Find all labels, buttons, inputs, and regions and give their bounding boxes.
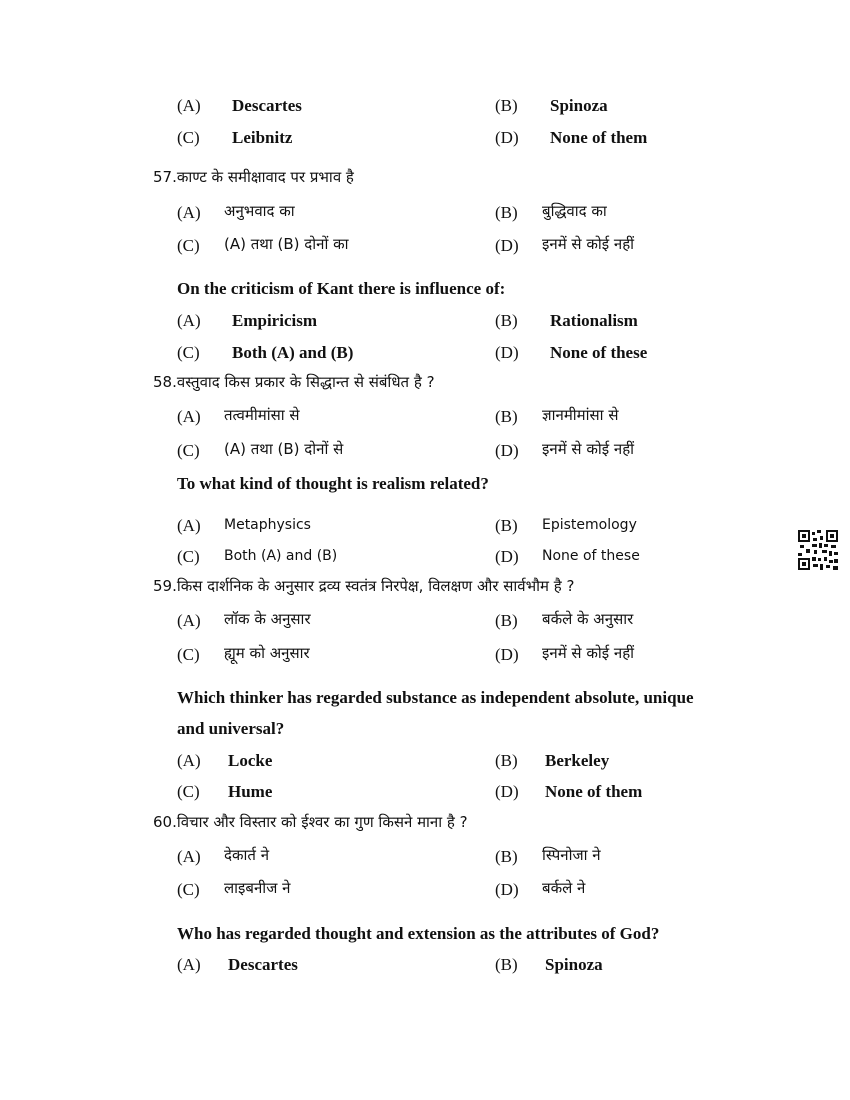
q57-hi-option-a-label: (A) bbox=[177, 203, 201, 222]
q60-hi-option-b-label: (B) bbox=[495, 847, 518, 866]
q57-hi-option-d-label: (D) bbox=[495, 236, 519, 255]
q57-hi-option-d-text: इनमें से कोई नहीं bbox=[542, 235, 635, 253]
q58-hi-option-c-label: (C) bbox=[177, 441, 200, 460]
q60-hi-option-b-text: स्पिनोजा ने bbox=[542, 846, 601, 864]
q58-hi-option-d-label: (D) bbox=[495, 441, 519, 460]
q59-english-question-line2: and universal? bbox=[177, 719, 285, 738]
q57-en-option-d-label: (D) bbox=[495, 343, 519, 362]
q58-hi-option-a-text: तत्वमीमांसा से bbox=[224, 406, 300, 424]
q58-en-option-d-label: (D) bbox=[495, 547, 519, 566]
q59-en-option-b-text: Berkeley bbox=[545, 751, 610, 770]
q57-en-option-c-label: (C) bbox=[177, 343, 200, 362]
q58-hindi-question: 58.वस्तुवाद किस प्रकार के सिद्धान्त से संबंधित है ? bbox=[153, 373, 435, 391]
q59-hi-option-b-text: बर्कले के अनुसार bbox=[542, 610, 634, 628]
q56-option-b-text: Spinoza bbox=[550, 96, 608, 115]
q58-en-option-b-text: Epistemology bbox=[542, 517, 637, 533]
q58-en-option-c-label: (C) bbox=[177, 547, 200, 566]
q57-hi-option-b-label: (B) bbox=[495, 203, 518, 222]
q60-hi-option-a-text: देकार्त ने bbox=[224, 846, 270, 864]
q59-hi-option-d-label: (D) bbox=[495, 645, 519, 664]
q56-option-d-label: (D) bbox=[495, 128, 519, 147]
q57-en-option-b-text: Rationalism bbox=[550, 311, 638, 330]
q59-en-option-d-label: (D) bbox=[495, 782, 519, 801]
q58-english-question: To what kind of thought is realism related? bbox=[177, 474, 489, 493]
q59-en-option-a-label: (A) bbox=[177, 751, 201, 770]
q59-en-option-a-text: Locke bbox=[228, 751, 273, 770]
q59-hindi-question: 59.किस दार्शनिक के अनुसार द्रव्य स्वतंत्र निरपेक्ष, विलक्षण और सार्वभौम है ? bbox=[153, 577, 575, 595]
qr-code-icon bbox=[798, 530, 838, 570]
q60-hindi-question: 60.विचार और विस्तार को ईश्वर का गुण किसने माना है ? bbox=[153, 813, 468, 831]
q59-hi-option-b-label: (B) bbox=[495, 611, 518, 630]
q57-hi-option-a-text: अनुभवाद का bbox=[224, 202, 295, 220]
q57-en-option-c-text: Both (A) and (B) bbox=[232, 343, 354, 362]
q59-hi-option-d-text: इनमें से कोई नहीं bbox=[542, 644, 635, 662]
q57-hi-option-c-label: (C) bbox=[177, 236, 200, 255]
q57-en-option-d-text: None of these bbox=[550, 343, 648, 362]
q58-en-option-d-text: None of these bbox=[542, 548, 640, 564]
q60-en-option-b-text: Spinoza bbox=[545, 955, 603, 974]
q59-hi-option-a-text: लॉक के अनुसार bbox=[224, 610, 311, 628]
q60-hi-option-d-text: बर्कले ने bbox=[542, 879, 586, 897]
q59-hi-option-c-label: (C) bbox=[177, 645, 200, 664]
q59-en-option-c-text: Hume bbox=[228, 782, 273, 801]
q56-option-c-text: Leibnitz bbox=[232, 128, 293, 147]
q59-en-option-c-label: (C) bbox=[177, 782, 200, 801]
q58-hi-option-c-text: (A) तथा (B) दोनों से bbox=[224, 440, 344, 458]
q56-option-a-label: (A) bbox=[177, 96, 201, 115]
q60-en-option-a-label: (A) bbox=[177, 955, 201, 974]
q60-hi-option-a-label: (A) bbox=[177, 847, 201, 866]
q59-english-question-line1: Which thinker has regarded substance as independent absolute, unique bbox=[177, 688, 694, 707]
q58-en-option-a-text: Metaphysics bbox=[224, 517, 311, 533]
q59-en-option-b-label: (B) bbox=[495, 751, 518, 770]
q58-hi-option-d-text: इनमें से कोई नहीं bbox=[542, 440, 635, 458]
q58-hi-option-a-label: (A) bbox=[177, 407, 201, 426]
q56-option-a-text: Descartes bbox=[232, 96, 302, 115]
q57-hi-option-c-text: (A) तथा (B) दोनों का bbox=[224, 235, 349, 253]
q58-en-option-b-label: (B) bbox=[495, 516, 518, 535]
q57-en-option-a-label: (A) bbox=[177, 311, 201, 330]
q57-en-option-b-label: (B) bbox=[495, 311, 518, 330]
q60-en-option-b-label: (B) bbox=[495, 955, 518, 974]
q56-option-b-label: (B) bbox=[495, 96, 518, 115]
q59-hi-option-c-text: ह्यूम को अनुसार bbox=[224, 644, 310, 662]
q58-en-option-a-label: (A) bbox=[177, 516, 201, 535]
q60-hi-option-d-label: (D) bbox=[495, 880, 519, 899]
q58-hi-option-b-text: ज्ञानमीमांसा से bbox=[542, 406, 619, 424]
q60-english-question: Who has regarded thought and extension as the attributes of God? bbox=[177, 924, 660, 943]
q59-hi-option-a-label: (A) bbox=[177, 611, 201, 630]
q58-hi-option-b-label: (B) bbox=[495, 407, 518, 426]
q59-en-option-d-text: None of them bbox=[545, 782, 643, 801]
q60-en-option-a-text: Descartes bbox=[228, 955, 298, 974]
q56-option-d-text: None of them bbox=[550, 128, 648, 147]
q56-option-c-label: (C) bbox=[177, 128, 200, 147]
q57-hi-option-b-text: बुद्धिवाद का bbox=[542, 202, 607, 220]
q57-en-option-a-text: Empiricism bbox=[232, 311, 317, 330]
q57-hindi-question: 57.काण्ट के समीक्षावाद पर प्रभाव है bbox=[153, 168, 354, 186]
q57-english-question: On the criticism of Kant there is influence of: bbox=[177, 279, 506, 298]
q58-en-option-c-text: Both (A) and (B) bbox=[224, 548, 338, 564]
q60-hi-option-c-label: (C) bbox=[177, 880, 200, 899]
q60-hi-option-c-text: लाइबनीज ने bbox=[224, 879, 291, 897]
